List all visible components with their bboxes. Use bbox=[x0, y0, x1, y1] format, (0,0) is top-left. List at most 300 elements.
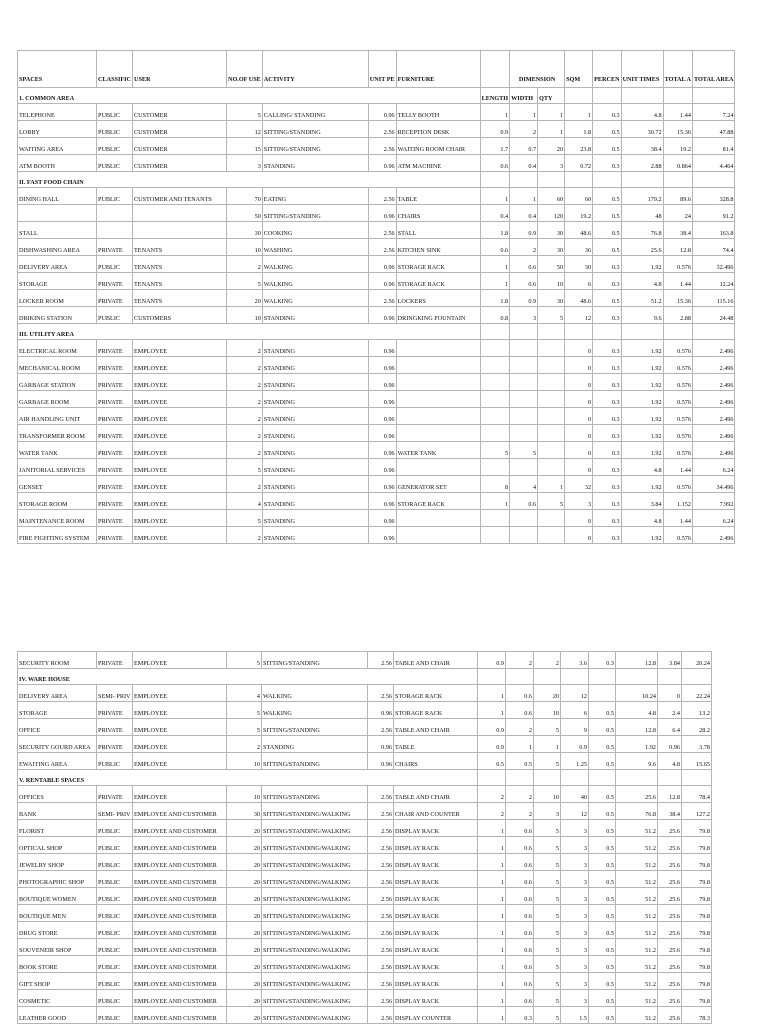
cell-space: STORAGE ROOM bbox=[18, 493, 97, 510]
cell-length bbox=[480, 340, 509, 357]
cell-unit-per: 2.56 bbox=[368, 888, 394, 905]
cell-qty: 3 bbox=[538, 155, 565, 172]
cell-total-area: 24.48 bbox=[692, 307, 735, 324]
cell-no-of-users: 20 bbox=[227, 290, 263, 307]
cell-activity: SITTING/STANDING/WALKING bbox=[262, 939, 368, 956]
cell-space: EWAITING AREA bbox=[18, 753, 97, 770]
cell-unit-times: 4.8 bbox=[621, 273, 663, 290]
cell-furniture: KITCHEN SINK bbox=[396, 239, 480, 256]
cell-total-area: 79.8 bbox=[682, 888, 712, 905]
cell-space: SECURITY GOURD AREA bbox=[18, 736, 97, 753]
cell-furniture: STORAGE RACK bbox=[396, 493, 480, 510]
header-qty: QTY bbox=[538, 88, 565, 104]
table-row bbox=[18, 973, 712, 990]
cell-space: MECHANICAL ROOM bbox=[18, 357, 97, 374]
cell-qty bbox=[538, 340, 565, 357]
cell-space: OPTICAL SHOP bbox=[18, 837, 97, 854]
header-sqm: SQM bbox=[565, 51, 593, 88]
cell-total-area: 2.496 bbox=[692, 442, 735, 459]
blank-cell bbox=[621, 172, 663, 188]
cell-total-a: 0 bbox=[658, 685, 682, 702]
table-row bbox=[18, 476, 735, 493]
header-furniture: FURNITURE bbox=[396, 51, 480, 88]
table-row bbox=[18, 290, 735, 307]
cell-width bbox=[510, 391, 538, 408]
cell-percent: 0.3 bbox=[593, 104, 621, 121]
cell-user: EMPLOYEE bbox=[133, 652, 227, 669]
cell-classification: PRIVATE bbox=[97, 273, 133, 290]
cell-percent: 0.3 bbox=[593, 340, 621, 357]
cell-length: 1.8 bbox=[480, 290, 509, 307]
table-row bbox=[18, 854, 712, 871]
cell-activity: STANDING bbox=[262, 340, 368, 357]
cell-percent: 0.5 bbox=[589, 753, 616, 770]
blank-cell bbox=[565, 172, 593, 188]
cell-total-area: 74.4 bbox=[692, 239, 735, 256]
cell-space: DELIVERY AREA bbox=[18, 256, 97, 273]
cell-no-of-users: 30 bbox=[227, 222, 263, 239]
cell-percent: 0.3 bbox=[593, 256, 621, 273]
cell-sqm: 0 bbox=[565, 408, 593, 425]
cell-unit-per: 2.56 bbox=[368, 138, 396, 155]
cell-qty: 1 bbox=[538, 104, 565, 121]
cell-unit-per: 0.96 bbox=[368, 459, 396, 476]
cell-unit-per: 0.96 bbox=[368, 510, 396, 527]
cell-activity: SITTING/STANDING/WALKING bbox=[262, 1007, 368, 1024]
cell-sqm: 0 bbox=[565, 459, 593, 476]
cell-space: COSMETIC bbox=[18, 990, 97, 1007]
cell-activity: STANDING bbox=[262, 459, 368, 476]
cell-percent: 0.5 bbox=[589, 956, 616, 973]
table-row bbox=[18, 685, 712, 702]
cell-furniture: DISPLAY RACK bbox=[394, 888, 478, 905]
table-row bbox=[18, 888, 712, 905]
table-row bbox=[18, 527, 735, 544]
cell-no-of-users: 3 bbox=[227, 155, 263, 172]
cell-no-of-users: 2 bbox=[227, 442, 263, 459]
cell-total-area: 127.2 bbox=[682, 803, 712, 820]
cell-furniture: STORAGE RACK bbox=[396, 256, 480, 273]
cell-classification: PRIVATE bbox=[97, 391, 133, 408]
cell-total-a: 0.576 bbox=[663, 425, 692, 442]
cell-percent: 0.5 bbox=[589, 888, 616, 905]
header-percent: PERCEN bbox=[593, 51, 621, 88]
table-row bbox=[18, 121, 735, 138]
cell-width: 0.9 bbox=[510, 290, 538, 307]
cell-sqm: 0.9 bbox=[561, 736, 589, 753]
cell-space: LOBBY bbox=[18, 121, 97, 138]
cell-classification: PRIVATE bbox=[97, 527, 133, 544]
cell-width: 0.9 bbox=[510, 222, 538, 239]
cell-no-of-users: 5 bbox=[227, 104, 263, 121]
cell-unit-times: 4.8 bbox=[621, 104, 663, 121]
cell-width: 3 bbox=[510, 307, 538, 324]
cell-unit-per: 2.56 bbox=[368, 820, 394, 837]
blank-cell bbox=[616, 770, 658, 786]
cell-space: WAITING AREA bbox=[18, 138, 97, 155]
cell-space: JEWELRY SHOP bbox=[18, 854, 97, 871]
cell-furniture: TABLE AND CHAIR bbox=[394, 786, 478, 803]
header-user: USER bbox=[133, 51, 227, 88]
cell-furniture: DISPLAY COUNTER bbox=[394, 1007, 478, 1024]
cell-qty: 5 bbox=[534, 956, 561, 973]
cell-sqm: 3 bbox=[561, 939, 589, 956]
cell-percent: 0.3 bbox=[593, 442, 621, 459]
cell-classification: PUBLIC bbox=[97, 753, 133, 770]
cell-total-a: 0.576 bbox=[663, 408, 692, 425]
blank-cell bbox=[593, 172, 621, 188]
cell-length: 1 bbox=[478, 888, 506, 905]
cell-width: 0.6 bbox=[506, 973, 534, 990]
cell-space: STALL bbox=[18, 222, 97, 239]
cell-no-of-users: 70 bbox=[227, 188, 263, 205]
cell-space: LOCKER ROOM bbox=[18, 290, 97, 307]
cell-width: 1 bbox=[510, 188, 538, 205]
cell-unit-times: 1.92 bbox=[616, 736, 658, 753]
cell-percent: 0.3 bbox=[593, 307, 621, 324]
cell-space: TRANSFORMER ROOM bbox=[18, 425, 97, 442]
cell-activity: STANDING bbox=[262, 408, 368, 425]
cell-sqm: 1.8 bbox=[565, 121, 593, 138]
cell-length: 1 bbox=[478, 685, 506, 702]
cell-width bbox=[510, 510, 538, 527]
cell-space: GENSET bbox=[18, 476, 97, 493]
cell-classification: PUBLIC bbox=[97, 922, 133, 939]
cell-no-of-users: 20 bbox=[227, 990, 262, 1007]
cell-total-area: 78.4 bbox=[682, 786, 712, 803]
cell-unit-per: 0.96 bbox=[368, 155, 396, 172]
cell-unit-times: 1.92 bbox=[621, 527, 663, 544]
cell-total-area: 2.496 bbox=[692, 425, 735, 442]
table-row bbox=[18, 188, 735, 205]
cell-total-area: 79.8 bbox=[682, 854, 712, 871]
cell-length: 0.9 bbox=[478, 736, 506, 753]
cell-length: 1 bbox=[478, 820, 506, 837]
space-program-table-page-1 bbox=[17, 50, 735, 544]
header-classification: CLASSIFIC bbox=[97, 51, 133, 88]
cell-unit-per: 2.56 bbox=[368, 290, 396, 307]
cell-length: 1 bbox=[480, 493, 509, 510]
cell-user: EMPLOYEE bbox=[133, 493, 227, 510]
cell-unit-per: 0.96 bbox=[368, 256, 396, 273]
table-row bbox=[18, 459, 735, 476]
table-row bbox=[18, 510, 735, 527]
cell-activity: COOKING bbox=[262, 222, 368, 239]
cell-width: 1 bbox=[506, 736, 534, 753]
blank-cell bbox=[565, 88, 593, 104]
cell-total-a: 0.576 bbox=[663, 256, 692, 273]
cell-percent: 0.5 bbox=[589, 719, 616, 736]
cell-activity: SITTING/STANDING bbox=[262, 719, 368, 736]
cell-unit-per: 0.96 bbox=[368, 753, 394, 770]
cell-qty: 10 bbox=[534, 786, 561, 803]
cell-classification: PRIVATE bbox=[97, 459, 133, 476]
cell-furniture: ATM MACHINE bbox=[396, 155, 480, 172]
cell-activity: WALKING bbox=[262, 273, 368, 290]
section-row bbox=[18, 669, 712, 685]
cell-sqm: 12 bbox=[565, 307, 593, 324]
cell-qty: 5 bbox=[534, 753, 561, 770]
cell-total-a: 3.84 bbox=[658, 652, 682, 669]
cell-no-of-users: 15 bbox=[227, 138, 263, 155]
cell-total-area: 12.24 bbox=[692, 273, 735, 290]
cell-percent: 0.5 bbox=[593, 188, 621, 205]
cell-length: 1 bbox=[478, 990, 506, 1007]
cell-percent: 0.5 bbox=[589, 702, 616, 719]
cell-percent: 0.3 bbox=[593, 459, 621, 476]
cell-user: EMPLOYEE AND CUSTOMER bbox=[133, 973, 227, 990]
cell-total-area: 6.24 bbox=[692, 459, 735, 476]
cell-total-a: 25.6 bbox=[658, 905, 682, 922]
cell-user: TENANTS bbox=[133, 256, 227, 273]
cell-furniture bbox=[396, 408, 480, 425]
cell-space: MAINTENANCE ROOM bbox=[18, 510, 97, 527]
cell-no-of-users: 20 bbox=[227, 820, 262, 837]
table-row bbox=[18, 425, 735, 442]
cell-classification: PUBLIC bbox=[97, 854, 133, 871]
cell-furniture: DISPLAY RACK bbox=[394, 854, 478, 871]
cell-sqm: 0 bbox=[565, 391, 593, 408]
cell-user: EMPLOYEE bbox=[133, 442, 227, 459]
cell-sqm: 12 bbox=[561, 803, 589, 820]
cell-total-a: 1.44 bbox=[663, 273, 692, 290]
cell-unit-times: 4.8 bbox=[616, 702, 658, 719]
cell-unit-times: 2.88 bbox=[621, 155, 663, 172]
cell-activity: WALKING bbox=[262, 256, 368, 273]
cell-percent: 0.3 bbox=[593, 155, 621, 172]
cell-no-of-users: 10 bbox=[227, 753, 262, 770]
cell-user bbox=[133, 205, 227, 222]
table-row bbox=[18, 357, 735, 374]
cell-classification: PRIVATE bbox=[97, 702, 133, 719]
cell-furniture: DISPLAY RACK bbox=[394, 939, 478, 956]
cell-activity: EATING bbox=[262, 188, 368, 205]
cell-user: EMPLOYEE bbox=[133, 425, 227, 442]
cell-width: 2 bbox=[506, 719, 534, 736]
cell-furniture: TELLY BOOTH bbox=[396, 104, 480, 121]
cell-qty: 50 bbox=[538, 256, 565, 273]
cell-unit-per: 0.96 bbox=[368, 104, 396, 121]
cell-activity: WALKING bbox=[262, 685, 368, 702]
cell-user: EMPLOYEE bbox=[133, 786, 227, 803]
cell-total-a: 0.576 bbox=[663, 374, 692, 391]
cell-qty bbox=[538, 374, 565, 391]
cell-total-a: 0.576 bbox=[663, 340, 692, 357]
cell-furniture bbox=[396, 510, 480, 527]
cell-classification: PUBLIC bbox=[97, 956, 133, 973]
table-row bbox=[18, 374, 735, 391]
cell-width: 0.6 bbox=[506, 685, 534, 702]
blank-cell bbox=[593, 324, 621, 340]
cell-classification: PUBLIC bbox=[97, 973, 133, 990]
cell-user: EMPLOYEE bbox=[133, 408, 227, 425]
cell-percent: 0.3 bbox=[593, 476, 621, 493]
cell-user: EMPLOYEE AND CUSTOMER bbox=[133, 888, 227, 905]
blank-cell bbox=[478, 669, 506, 685]
cell-length: 1 bbox=[478, 871, 506, 888]
cell-qty: 3 bbox=[534, 803, 561, 820]
cell-total-a: 25.6 bbox=[658, 871, 682, 888]
cell-length bbox=[480, 459, 509, 476]
cell-total-a: 12.8 bbox=[658, 786, 682, 803]
cell-percent: 0.3 bbox=[593, 374, 621, 391]
cell-space: GARBAGE STATION bbox=[18, 374, 97, 391]
cell-space: BOUTIQUE WOMEN bbox=[18, 888, 97, 905]
cell-length: 1 bbox=[480, 104, 509, 121]
cell-sqm: 0 bbox=[565, 340, 593, 357]
cell-unit-times: 38.4 bbox=[621, 138, 663, 155]
cell-furniture bbox=[396, 374, 480, 391]
cell-percent: 0.5 bbox=[589, 820, 616, 837]
cell-user: EMPLOYEE bbox=[133, 374, 227, 391]
cell-unit-times: 12.8 bbox=[616, 652, 658, 669]
cell-activity: SITTING/STANDING bbox=[262, 205, 368, 222]
cell-width: 4 bbox=[510, 476, 538, 493]
blank-cell bbox=[561, 669, 589, 685]
blank-cell bbox=[589, 669, 616, 685]
cell-user bbox=[133, 222, 227, 239]
cell-classification: PUBLIC bbox=[97, 905, 133, 922]
cell-unit-times: 51.2 bbox=[616, 1007, 658, 1024]
cell-unit-per: 0.96 bbox=[368, 527, 396, 544]
table-row bbox=[18, 222, 735, 239]
cell-no-of-users: 5 bbox=[227, 652, 262, 669]
cell-width: 5 bbox=[510, 442, 538, 459]
cell-width: 0.6 bbox=[506, 871, 534, 888]
cell-qty bbox=[538, 425, 565, 442]
cell-total-area: 79.8 bbox=[682, 922, 712, 939]
cell-qty: 1 bbox=[538, 121, 565, 138]
cell-unit-per: 0.96 bbox=[368, 736, 394, 753]
cell-length: 1 bbox=[478, 702, 506, 719]
cell-furniture: WAITING ROOM CHAIR bbox=[396, 138, 480, 155]
cell-classification: PUBLIC bbox=[97, 256, 133, 273]
cell-user: TENANTS bbox=[133, 239, 227, 256]
blank-cell bbox=[538, 172, 565, 188]
cell-total-a: 38.4 bbox=[663, 222, 692, 239]
cell-qty: 5 bbox=[534, 973, 561, 990]
cell-percent: 0.3 bbox=[593, 527, 621, 544]
cell-furniture: LOCKERS bbox=[396, 290, 480, 307]
cell-user: EMPLOYEE AND CUSTOMER bbox=[133, 803, 227, 820]
cell-unit-times: 12.8 bbox=[616, 719, 658, 736]
cell-total-area: 28.2 bbox=[682, 719, 712, 736]
table-row bbox=[18, 273, 735, 290]
cell-unit-per: 2.56 bbox=[368, 939, 394, 956]
cell-length: 8 bbox=[480, 476, 509, 493]
cell-user: EMPLOYEE AND CUSTOMER bbox=[133, 905, 227, 922]
cell-unit-times: 4.8 bbox=[621, 510, 663, 527]
cell-space: OFFICE bbox=[18, 719, 97, 736]
cell-unit-times: 51.2 bbox=[616, 820, 658, 837]
cell-percent: 0.5 bbox=[593, 138, 621, 155]
cell-activity: SITTING/STANDING/WALKING bbox=[262, 888, 368, 905]
section-title: II. FAST FOOD CHAIN bbox=[18, 172, 481, 188]
cell-percent: 0.5 bbox=[589, 837, 616, 854]
cell-width: 0.6 bbox=[506, 990, 534, 1007]
cell-length: 2 bbox=[478, 786, 506, 803]
cell-qty: 5 bbox=[538, 307, 565, 324]
cell-qty bbox=[538, 527, 565, 544]
cell-percent: 0.5 bbox=[593, 205, 621, 222]
cell-total-a: 0.96 bbox=[658, 736, 682, 753]
cell-total-a: 2.4 bbox=[658, 702, 682, 719]
cell-qty: 1 bbox=[534, 736, 561, 753]
cell-unit-times: 25.6 bbox=[616, 786, 658, 803]
table-row bbox=[18, 307, 735, 324]
blank-cell bbox=[480, 324, 509, 340]
cell-percent: 0.5 bbox=[589, 854, 616, 871]
cell-unit-per: 0.96 bbox=[368, 391, 396, 408]
cell-space: DINING HALL bbox=[18, 188, 97, 205]
cell-space: ELECTRICAL ROOM bbox=[18, 340, 97, 357]
cell-sqm: 3 bbox=[561, 854, 589, 871]
cell-user: EMPLOYEE AND CUSTOMER bbox=[133, 837, 227, 854]
cell-qty: 5 bbox=[534, 1007, 561, 1024]
cell-length: 0.9 bbox=[480, 121, 509, 138]
cell-unit-times: 51.2 bbox=[616, 871, 658, 888]
cell-classification: PRIVATE bbox=[97, 340, 133, 357]
cell-length: 1 bbox=[478, 837, 506, 854]
blank-cell bbox=[682, 669, 712, 685]
cell-no-of-users: 50 bbox=[227, 205, 263, 222]
cell-classification: PUBLIC bbox=[97, 121, 133, 138]
cell-activity: CALLING/ STANDING bbox=[262, 104, 368, 121]
cell-length: 1.8 bbox=[480, 222, 509, 239]
cell-length bbox=[480, 425, 509, 442]
cell-user: EMPLOYEE bbox=[133, 527, 227, 544]
cell-activity: STANDING bbox=[262, 391, 368, 408]
cell-qty: 5 bbox=[538, 493, 565, 510]
cell-total-area: 81.4 bbox=[692, 138, 735, 155]
cell-user: CUSTOMER bbox=[133, 104, 227, 121]
cell-activity: STANDING bbox=[262, 527, 368, 544]
table-row bbox=[18, 408, 735, 425]
cell-width bbox=[510, 527, 538, 544]
cell-unit-per: 2.56 bbox=[368, 239, 396, 256]
cell-user: TENANTS bbox=[133, 273, 227, 290]
cell-unit-times: 1.92 bbox=[621, 357, 663, 374]
cell-total-area: 7.24 bbox=[692, 104, 735, 121]
blank-cell bbox=[538, 324, 565, 340]
blank-cell bbox=[682, 770, 712, 786]
table-row bbox=[18, 753, 712, 770]
cell-classification: PRIVATE bbox=[97, 425, 133, 442]
cell-space: DISHWASHING AREA bbox=[18, 239, 97, 256]
cell-classification: PRIVATE bbox=[97, 442, 133, 459]
cell-width bbox=[510, 357, 538, 374]
cell-width bbox=[510, 425, 538, 442]
header-total-area: TOTAL AREA bbox=[692, 51, 735, 88]
cell-furniture: DISPLAY RACK bbox=[394, 820, 478, 837]
cell-sqm: 0 bbox=[565, 442, 593, 459]
cell-sqm: 48.6 bbox=[565, 222, 593, 239]
cell-space bbox=[18, 205, 97, 222]
cell-activity: SITTING/STANDING/WALKING bbox=[262, 854, 368, 871]
cell-width: 0.6 bbox=[506, 939, 534, 956]
cell-percent: 0.5 bbox=[593, 121, 621, 138]
cell-furniture: STORAGE RACK bbox=[394, 685, 478, 702]
cell-activity: SITTING/STANDING/WALKING bbox=[262, 803, 368, 820]
cell-space: FIRE FIGHTING SYSTEM bbox=[18, 527, 97, 544]
cell-length: 0.9 bbox=[478, 719, 506, 736]
cell-sqm: 0 bbox=[565, 425, 593, 442]
cell-user: EMPLOYEE AND CUSTOMER bbox=[133, 922, 227, 939]
cell-furniture: DISPLAY RACK bbox=[394, 956, 478, 973]
cell-width: 0.6 bbox=[506, 905, 534, 922]
cell-activity: STANDING bbox=[262, 357, 368, 374]
header-row bbox=[18, 51, 735, 88]
